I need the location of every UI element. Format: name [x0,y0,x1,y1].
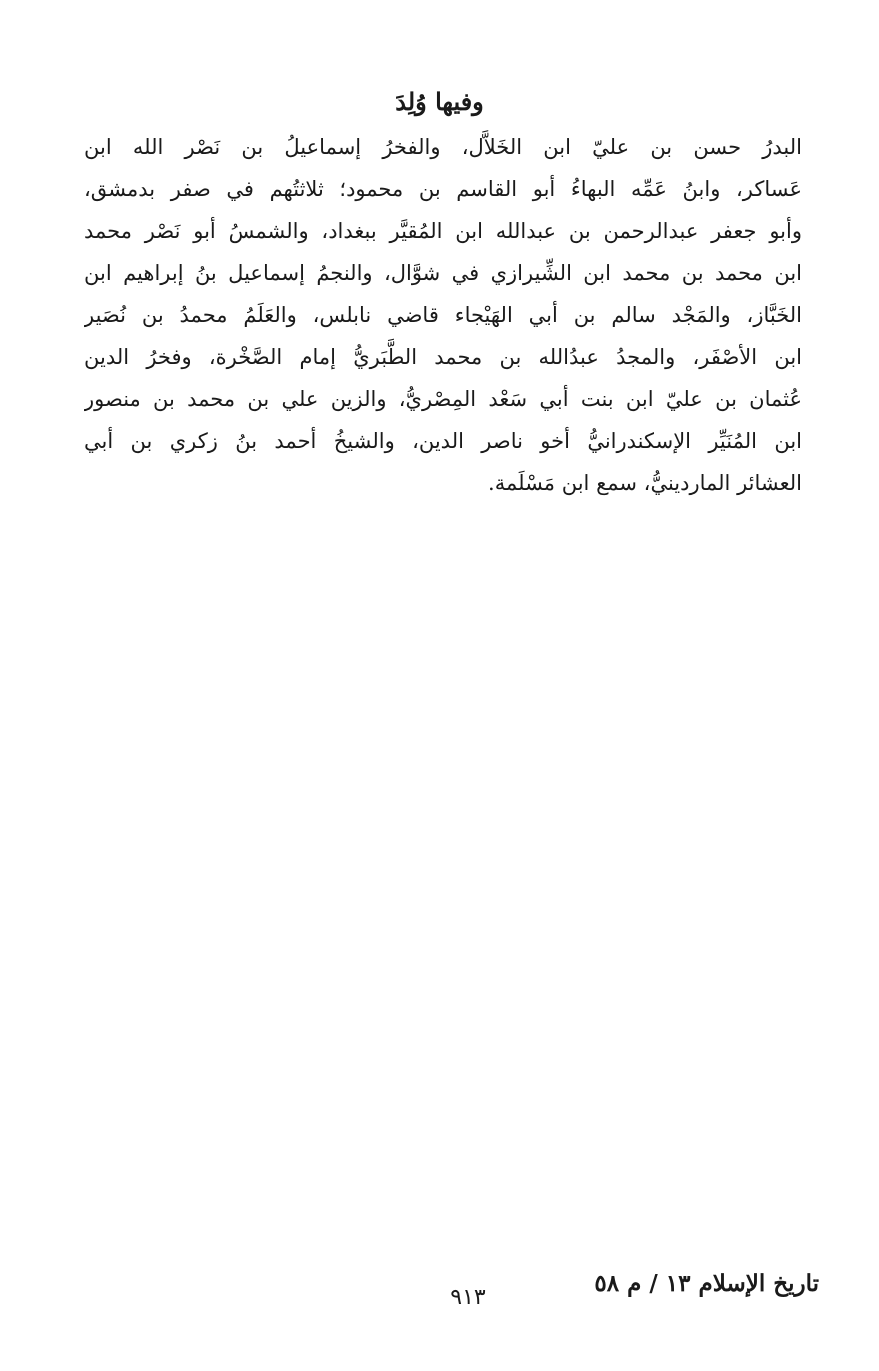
paragraph-line: عَساكر، وابنُ عَمِّه البهاءُ أبو القاسم بن محمود؛ ثلاثتُهم في صفر بدمشق، [84,177,802,201]
book-signature: تاريخ الإسلام ١٣ / م ٥٨ [594,1270,819,1297]
paragraph-line: البدرُ حسن بن عليّ ابن الخَلاَّل، والفخرُ إسماعيلُ بن نَصْر الله ابن [84,135,802,159]
paragraph-line: ابن محمد بن محمد ابن الشِّيرازي في شوَّال، والنجمُ إسماعيل بنُ إبراهيم ابن [84,261,802,285]
paragraph-line: ابن الأصْفَر، والمجدُ عبدُالله بن محمد الطَّبَريُّ إمام الصَّخْرة، وفخرُ الدين [84,345,802,369]
paragraph-line: وأبو جعفر عبدالرحمن بن عبدالله ابن المُقيَّر ببغداد، والشمسُ أبو نَصْر محمد [84,219,802,243]
paragraph-line: ابن المُنَيِّر الإسكندرانيُّ أخو ناصر الدين، والشيخُ أحمد بنُ زكري بن أبي [84,429,802,453]
page-number: ٩١٣ [450,1285,486,1310]
paragraph-line: العشائر الماردينيُّ، سمع ابن مَسْلَمة. [488,471,802,495]
paragraph-line: عُثمان بن عليّ ابن بنت أبي سَعْد المِصْريُّ، والزين علي بن محمد بن منصور [84,387,802,411]
biography-paragraph [84,126,802,504]
paragraph-line: الخَبَّاز، والمَجْد سالم بن أبي الهَيْجاء قاضي نابلس، والعَلَمُ محمدُ بن نُصَير [84,303,802,327]
section-heading: وفيها وُلِدَ [395,87,484,116]
